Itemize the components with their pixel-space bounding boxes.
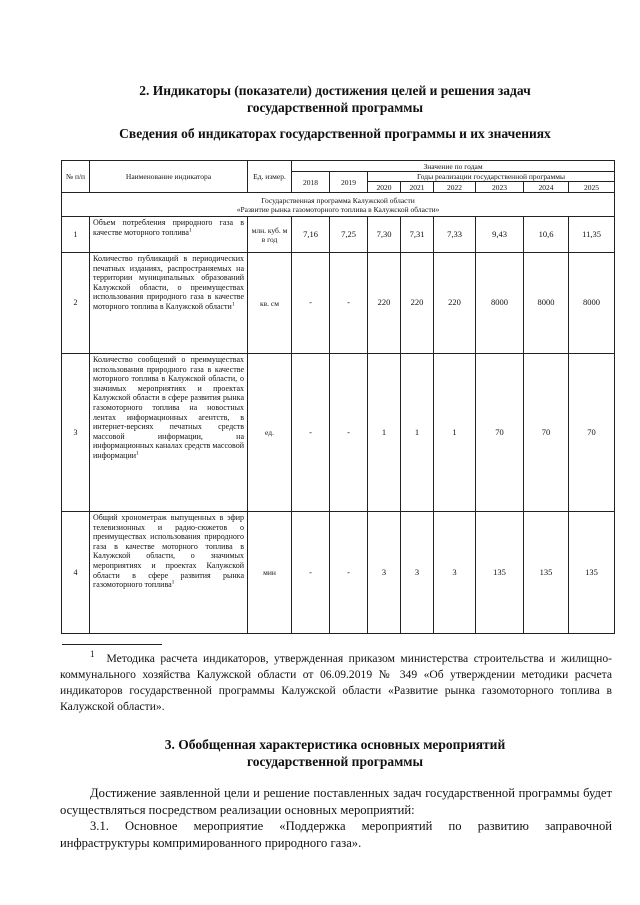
row-num: 3 xyxy=(62,354,90,512)
header-year-2019: 2019 xyxy=(330,172,368,193)
value-2020: 1 xyxy=(368,354,401,512)
value-2018: - xyxy=(292,253,330,354)
table-row xyxy=(62,512,615,634)
value-2022: 220 xyxy=(434,253,476,354)
value-2023: 9,43 xyxy=(476,217,524,253)
indicator-name: Количество публикаций в периодических печатных изданиях, распространяемых на территории муниципальных образований Калужской области, о преимуществах использования природного газа в качестве моторного топлива в Калужской области$^1$ xyxy=(90,253,248,354)
indicator-name: Количество сообщений о преимуществах использования природного газа в качестве моторного топлива в Калужской области, о значимых мероприятиях и проектах Калужской области в сфере развития рынка газомоторного топлива на новостных лентах информационных агентств, в интернет-версиях печатных средств массовой информации, на информационных каналах средств массовой информации$^1$ xyxy=(90,354,248,512)
value-2019: - xyxy=(330,354,368,512)
value-2022: 7,33 xyxy=(434,217,476,253)
value-2019: 7,25 xyxy=(330,217,368,253)
value-2021: 220 xyxy=(401,253,434,354)
section-3-heading xyxy=(60,736,610,770)
table-row xyxy=(62,217,615,253)
value-2018: - xyxy=(292,512,330,634)
value-2023: 135 xyxy=(476,512,524,634)
header-year-2025: 2025 xyxy=(569,182,615,193)
header-values-by-year: Значение по годам xyxy=(292,161,615,172)
value-2018: - xyxy=(292,354,330,512)
header-num: № п/п xyxy=(62,161,90,193)
value-2020: 3 xyxy=(368,512,401,634)
row-num: 1 xyxy=(62,217,90,253)
header-unit: Ед. измер. xyxy=(248,161,292,193)
value-2021: 1 xyxy=(401,354,434,512)
value-2022: 1 xyxy=(434,354,476,512)
footnote-divider xyxy=(62,644,162,645)
header-years-impl: Годы реализации государственной программы xyxy=(368,172,615,182)
value-2019: - xyxy=(330,512,368,634)
footnote-mark: 1 xyxy=(90,649,95,660)
indicator-unit: млн. куб. м в год xyxy=(248,217,292,253)
section-3-paragraph-1: Достижение заявленной цели и решение поставленных задач государственной программы будет осуществляться посредством реализации основных мероприятий: xyxy=(60,786,612,817)
value-2025: 8000 xyxy=(569,253,615,354)
value-2021: 3 xyxy=(401,512,434,634)
value-2025: 70 xyxy=(569,354,615,512)
value-2024: 135 xyxy=(524,512,569,634)
program-title-line1: Государственная программа Калужской области xyxy=(261,195,415,205)
section-2-title-line1: 2. Индикаторы (показатели) достижения целей и решения задач xyxy=(139,83,531,98)
indicator-name: Объем потребления природного газа в качестве моторного топлива$^1$ xyxy=(90,217,248,253)
value-2019: - xyxy=(330,253,368,354)
value-2022: 3 xyxy=(434,512,476,634)
row-num: 2 xyxy=(62,253,90,354)
value-2018: 7,16 xyxy=(292,217,330,253)
value-2023: 70 xyxy=(476,354,524,512)
header-year-2021: 2021 xyxy=(401,182,434,193)
header-year-2023: 2023 xyxy=(476,182,524,193)
indicator-unit: кв. см xyxy=(248,253,292,354)
header-year-2018: 2018 xyxy=(292,172,330,193)
table-row xyxy=(62,253,615,354)
table-caption: Сведения об индикаторах государственной программы и их значениях xyxy=(119,126,551,141)
value-2020: 220 xyxy=(368,253,401,354)
section-3-paragraph-2: 3.1. Основное мероприятие «Поддержка мероприятий по развитию заправочной инфраструктуры компримированного природного газа». xyxy=(60,819,612,850)
section-2-heading xyxy=(60,82,610,116)
value-2024: 8000 xyxy=(524,253,569,354)
value-2023: 8000 xyxy=(476,253,524,354)
footnote-text: Методика расчета индикаторов, утвержденная приказом министерства строительства и жилищно-коммунального хозяйства Калужской области от 06.09.2019 № 349 «Об утверждении методики расчета индикаторов государственной программы Калужской области «Развитие рынка газомоторного топлива в Калужской области». xyxy=(60,652,612,713)
header-year-2020: 2020 xyxy=(368,182,401,193)
header-name: Наименование индикатора xyxy=(90,161,248,193)
value-2024: 10,6 xyxy=(524,217,569,253)
value-2024: 70 xyxy=(524,354,569,512)
section-2-title-line2: государственной программы xyxy=(246,100,424,115)
value-2021: 7,31 xyxy=(401,217,434,253)
value-2020: 7,30 xyxy=(368,217,401,253)
table-row xyxy=(62,354,615,512)
footnote xyxy=(60,651,612,715)
value-2025: 135 xyxy=(569,512,615,634)
section-3-title-line2: государственной программы xyxy=(246,754,424,769)
program-title-cell xyxy=(62,193,615,217)
indicator-unit: ед. xyxy=(248,354,292,512)
section-3-title-line1: 3. Обобщенная характеристика основных мероприятий xyxy=(164,737,506,752)
indicator-unit: мин xyxy=(248,512,292,634)
row-num: 4 xyxy=(62,512,90,634)
header-year-2024: 2024 xyxy=(524,182,569,193)
indicators-table xyxy=(61,160,615,634)
value-2025: 11,35 xyxy=(569,217,615,253)
indicator-name: Общий хронометраж выпущенных в эфир телевизионных и радио-сюжетов о преимуществах использования природного газа в качестве моторного топлива в Калужской области, о значимых мероприятиях и проектах Калужской области в сфере развития рынка газомоторного топлива$^1$ xyxy=(90,512,248,634)
header-year-2022: 2022 xyxy=(434,182,476,193)
program-title-line2: «Развитие рынка газомоторного топлива в Калужской области» xyxy=(236,204,440,214)
